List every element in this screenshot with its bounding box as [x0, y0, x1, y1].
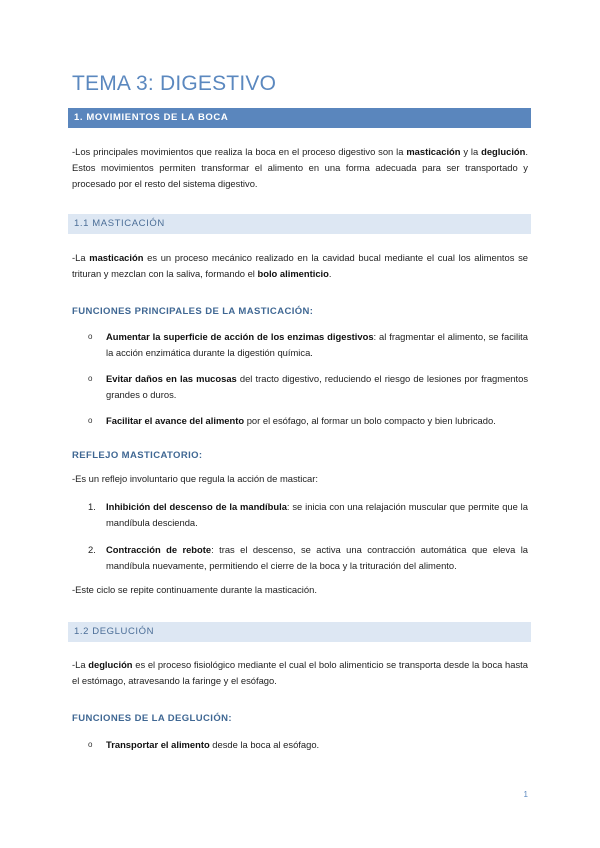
- subheading-funciones-masticacion: FUNCIONES PRINCIPALES DE LA MASTICACIÓN:: [72, 306, 314, 317]
- list-item: o Facilitar el avance del alimento por el esófago, al formar un bolo compacto y bien lubricado.: [88, 413, 528, 429]
- bullet-marker: o: [88, 374, 93, 383]
- list-item: 2. Contracción de rebote: tras el descenso, se activa una contracción automática que eleva la mandíbula nuevamente, permitiendo el cierre de la boca y la trituración del alimento.: [88, 544, 528, 571]
- paragraph-deglucion: -La deglución es el proceso fisiológico mediante el cual el bolo alimenticio se transporta desde la boca hasta el estómago, atravesando la faringe y el esófago.: [72, 659, 528, 686]
- list-item: o Transportar el alimento desde la boca al esófago.: [88, 737, 528, 753]
- page-number: 1: [523, 790, 528, 799]
- list-item: o Aumentar la superficie de acción de los enzimas digestivos: al fragmentar el alimento, se facilita la acción enzimática durante la digestión química.: [88, 331, 528, 358]
- subheading-funciones-deglucion: FUNCIONES DE LA DEGLUCIÓN:: [72, 713, 232, 724]
- section-heading-masticacion: 1.1 MASTICACIÓN: [68, 214, 531, 234]
- list-number: 2.: [88, 544, 96, 555]
- list-number: 1.: [88, 501, 96, 512]
- subheading-reflejo: REFLEJO MASTICATORIO:: [72, 450, 203, 461]
- list-item: o Evitar daños en las mucosas del tracto digestivo, reduciendo el riesgo de lesiones por fragmentos grandes o duros.: [88, 373, 529, 400]
- paragraph-reflejo-intro: -Es un reflejo involuntario que regula la acción de masticar:: [72, 473, 318, 484]
- section-heading-movimientos: 1. MOVIMIENTOS DE LA BOCA: [68, 108, 531, 128]
- paragraph-movimientos: -Los principales movimientos que realiza la boca en el proceso digestivo son la masticación y la deglución. Estos movimientos permiten transformar el alimento en una forma adecuada para ser transportado y procesado por el resto del sistema digestivo.: [72, 146, 528, 189]
- bullet-marker: o: [88, 416, 93, 425]
- bullet-marker: o: [88, 332, 93, 341]
- bullet-marker: o: [88, 740, 93, 749]
- section-heading-deglucion: 1.2 DEGLUCIÓN: [68, 622, 531, 642]
- paragraph-reflejo-outro: -Este ciclo se repite continuamente durante la masticación.: [72, 584, 317, 595]
- paragraph-masticacion: -La masticación es un proceso mecánico realizado en la cavidad bucal mediante el cual los alimentos se trituran y mezclan con la saliva, formando el bolo alimenticio.: [72, 252, 528, 279]
- page-title: TEMA 3: DIGESTIVO: [72, 72, 277, 95]
- list-item: 1. Inhibición del descenso de la mandíbula: se inicia con una relajación muscular que permite que la mandíbula descienda.: [88, 501, 528, 528]
